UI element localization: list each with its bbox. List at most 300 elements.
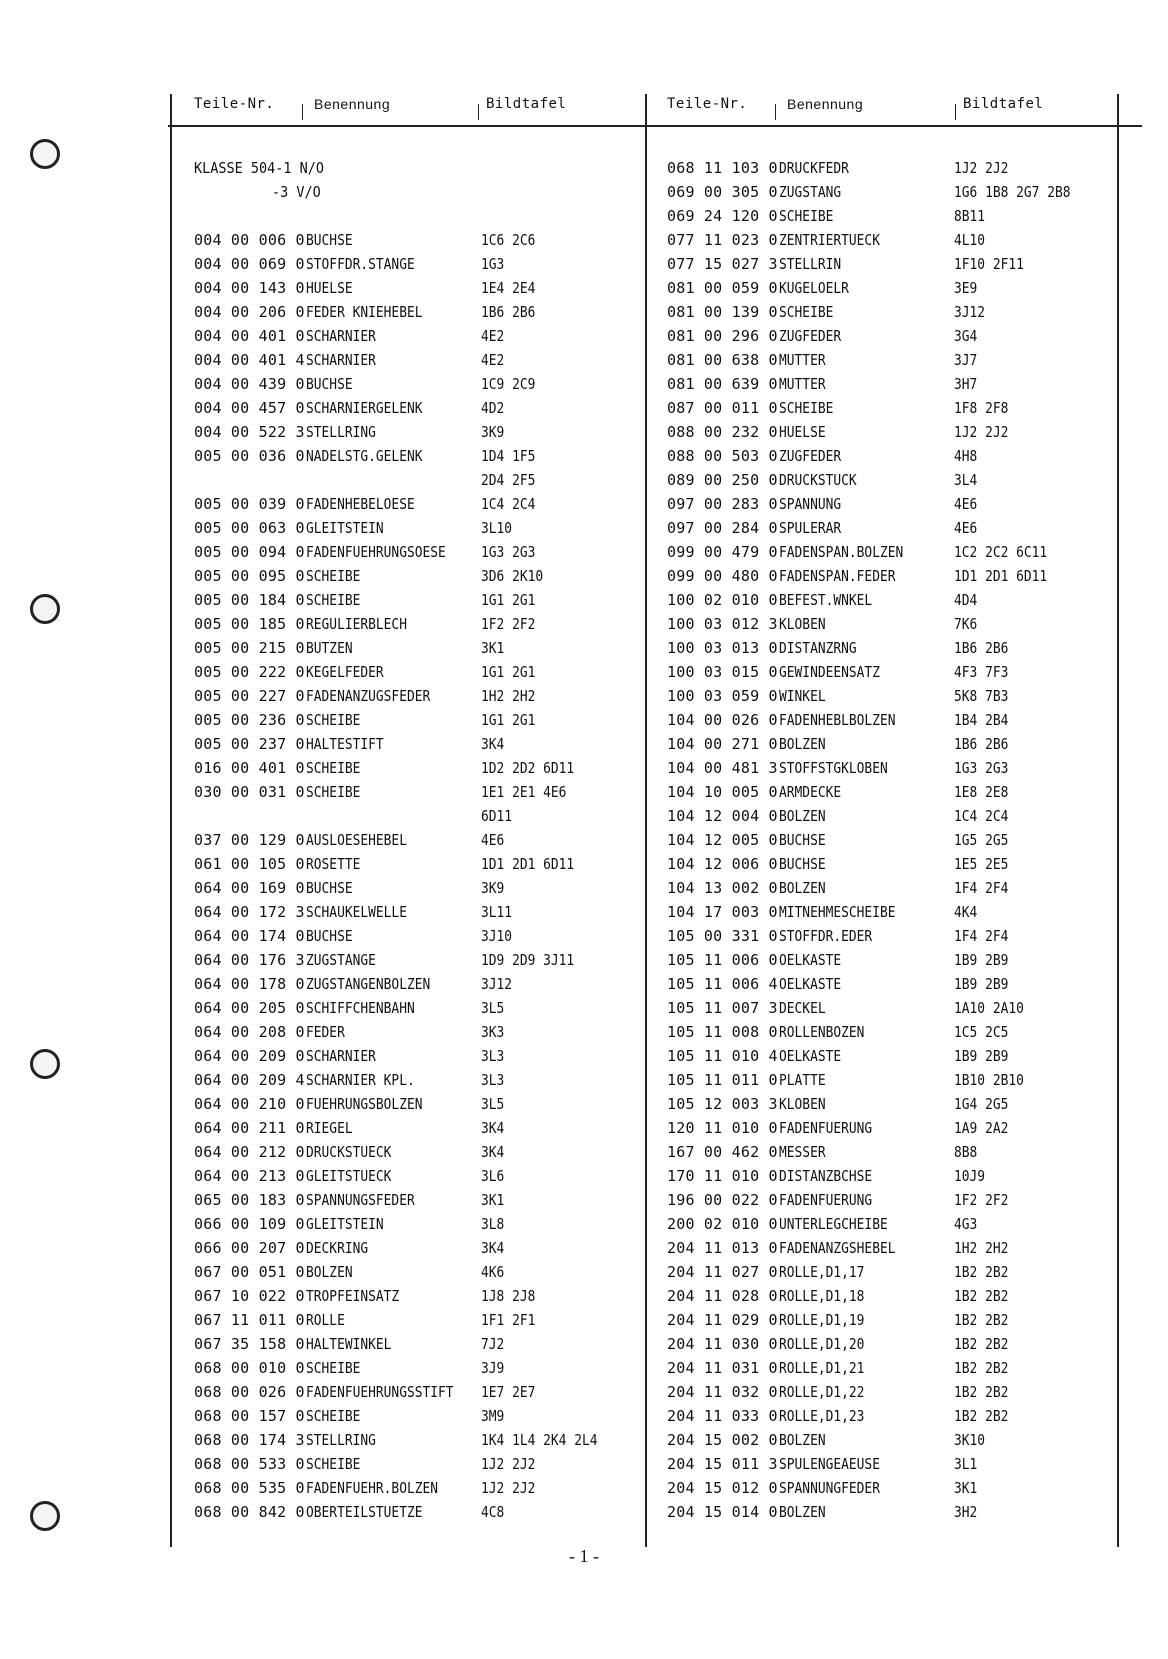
table-row <box>194 804 671 828</box>
table-row <box>194 300 671 324</box>
part-number: 104 12 006 0 <box>667 855 778 873</box>
part-name: SPANNUNG <box>779 495 842 513</box>
table-row <box>667 732 1144 756</box>
bildtafel-ref: 3E9 <box>954 279 978 297</box>
part-number: 068 00 174 3 <box>194 1431 305 1449</box>
table-row <box>667 228 1144 252</box>
table-row <box>667 1020 1144 1044</box>
table-row <box>667 780 1144 804</box>
part-name: ZUGSTANGENBOLZEN <box>306 975 431 993</box>
table-row <box>194 1284 671 1308</box>
bildtafel-ref: 1G6 1B8 2G7 2B8 <box>954 183 1071 201</box>
part-name: GLEITSTEIN <box>306 519 384 537</box>
table-row <box>667 948 1144 972</box>
part-name: SCHEIBE <box>306 1455 361 1473</box>
part-number: 081 00 059 0 <box>667 279 778 297</box>
part-name: BUCHSE <box>306 231 353 249</box>
table-row <box>667 180 1144 204</box>
table-row <box>667 684 1144 708</box>
part-name: ROSETTE <box>306 855 361 873</box>
bildtafel-ref: 3H2 <box>954 1503 978 1521</box>
bildtafel-ref: 4E2 <box>481 351 505 369</box>
part-number: 104 00 481 3 <box>667 759 778 777</box>
part-name: SCHEIBE <box>306 591 361 609</box>
bildtafel-ref: 1B10 2B10 <box>954 1071 1024 1089</box>
table-row <box>667 324 1144 348</box>
header-left-bildtafel: Bildtafel <box>486 96 567 112</box>
table-row <box>667 492 1144 516</box>
part-number: 100 03 013 0 <box>667 639 778 657</box>
part-name: BUTZEN <box>306 639 353 657</box>
part-name: KLOBEN <box>779 615 826 633</box>
part-number: 064 00 213 0 <box>194 1167 305 1185</box>
table-row <box>194 1068 671 1092</box>
part-number: 104 00 026 0 <box>667 711 778 729</box>
bildtafel-ref: 1F1 2F1 <box>481 1311 536 1329</box>
part-name: FADENSPAN.FEDER <box>779 567 896 585</box>
part-number: 005 00 039 0 <box>194 495 305 513</box>
part-name: MESSER <box>779 1143 826 1161</box>
table-row <box>667 156 1144 180</box>
table-row <box>194 636 671 660</box>
table-row <box>667 1380 1144 1404</box>
part-number: 016 00 401 0 <box>194 759 305 777</box>
bildtafel-ref: 3M9 <box>481 1407 505 1425</box>
table-row <box>667 660 1144 684</box>
part-number: 069 00 305 0 <box>667 183 778 201</box>
table-row <box>667 204 1144 228</box>
part-name: HUELSE <box>779 423 826 441</box>
part-name: HALTEWINKEL <box>306 1335 392 1353</box>
bildtafel-ref: 1J2 2J2 <box>954 159 1009 177</box>
part-number: 081 00 296 0 <box>667 327 778 345</box>
table-row <box>667 396 1144 420</box>
bildtafel-ref: 1G5 2G5 <box>954 831 1009 849</box>
header-separator <box>955 104 956 120</box>
bildtafel-ref: 1C6 2C6 <box>481 231 536 249</box>
bildtafel-ref: 1F10 2F11 <box>954 255 1024 273</box>
table-row <box>194 1476 671 1500</box>
bildtafel-ref: 1B6 2B6 <box>954 639 1009 657</box>
part-name: BOLZEN <box>779 735 826 753</box>
klasse-line-1 <box>194 156 671 180</box>
bildtafel-ref: 3D6 2K10 <box>481 567 544 585</box>
part-name: SCHIFFCHENBAHN <box>306 999 415 1017</box>
table-row <box>667 372 1144 396</box>
bildtafel-ref: 1B2 2B2 <box>954 1383 1009 1401</box>
bildtafel-ref: 1C4 2C4 <box>481 495 536 513</box>
table-row <box>194 852 671 876</box>
part-number: 064 00 178 0 <box>194 975 305 993</box>
part-name: BUCHSE <box>779 855 826 873</box>
part-number: 204 15 014 0 <box>667 1503 778 1521</box>
part-name: FADENFUEHRUNGSSTIFT <box>306 1383 454 1401</box>
bildtafel-ref: 3J10 <box>481 927 513 945</box>
part-number: 030 00 031 0 <box>194 783 305 801</box>
table-row <box>667 468 1144 492</box>
part-name: KUGELOELR <box>779 279 849 297</box>
part-name: NADELSTG.GELENK <box>306 447 423 465</box>
part-number: 105 11 008 0 <box>667 1023 778 1041</box>
table-row <box>194 276 671 300</box>
left-border <box>170 94 172 1547</box>
bildtafel-ref: 3K1 <box>954 1479 978 1497</box>
table-row <box>667 1140 1144 1164</box>
part-number: 005 00 237 0 <box>194 735 305 753</box>
bildtafel-ref: 1D4 1F5 <box>481 447 536 465</box>
table-row <box>667 804 1144 828</box>
bildtafel-ref: 3K9 <box>481 423 505 441</box>
right-parts-column <box>667 156 1144 1524</box>
part-number: 204 11 027 0 <box>667 1263 778 1281</box>
part-name: STELLRING <box>306 423 376 441</box>
bildtafel-ref: 3K4 <box>481 735 505 753</box>
table-row <box>194 780 671 804</box>
part-name: MITNEHMESCHEIBE <box>779 903 896 921</box>
bildtafel-ref: 1A10 2A10 <box>954 999 1024 1017</box>
bildtafel-ref: 1A9 2A2 <box>954 1119 1009 1137</box>
part-name: OELKASTE <box>779 951 842 969</box>
header-left-teile-nr: Teile-Nr. <box>194 96 275 112</box>
table-row <box>194 228 671 252</box>
part-number: 204 11 032 0 <box>667 1383 778 1401</box>
bildtafel-ref: 3L5 <box>481 1095 505 1113</box>
part-number: 170 11 010 0 <box>667 1167 778 1185</box>
bildtafel-ref: 3L1 <box>954 1455 978 1473</box>
table-row <box>667 1428 1144 1452</box>
bildtafel-ref: 1E4 2E4 <box>481 279 536 297</box>
table-row <box>194 1092 671 1116</box>
part-name: SCHARNIER <box>306 1047 376 1065</box>
part-number: 005 00 236 0 <box>194 711 305 729</box>
part-number: 077 15 027 3 <box>667 255 778 273</box>
table-row <box>667 1116 1144 1140</box>
part-number: 064 00 205 0 <box>194 999 305 1017</box>
table-row <box>194 1212 671 1236</box>
header-separator <box>775 104 776 120</box>
table-row <box>667 900 1144 924</box>
bildtafel-ref: 1B2 2B2 <box>954 1311 1009 1329</box>
part-name: ROLLE,D1,22 <box>779 1383 865 1401</box>
bildtafel-ref: 7K6 <box>954 615 978 633</box>
bildtafel-ref: 3L3 <box>481 1047 505 1065</box>
bildtafel-ref: 1C5 2C5 <box>954 1023 1009 1041</box>
part-number: 004 00 401 4 <box>194 351 305 369</box>
part-number: 067 11 011 0 <box>194 1311 305 1329</box>
bildtafel-ref: 1J2 2J2 <box>954 423 1009 441</box>
bildtafel-ref: 1B6 2B6 <box>954 735 1009 753</box>
part-name: GEWINDEENSATZ <box>779 663 880 681</box>
bildtafel-ref: 3L5 <box>481 999 505 1017</box>
bildtafel-ref: 3J12 <box>954 303 986 321</box>
table-row <box>667 1332 1144 1356</box>
spacer-row <box>194 204 671 228</box>
table-row <box>194 1308 671 1332</box>
bildtafel-ref: 7J2 <box>481 1335 505 1353</box>
bildtafel-ref: 3J9 <box>481 1359 505 1377</box>
table-row <box>194 324 671 348</box>
bildtafel-ref: 1B9 2B9 <box>954 951 1009 969</box>
part-name: ARMDECKE <box>779 783 842 801</box>
table-row <box>667 540 1144 564</box>
table-row <box>667 252 1144 276</box>
table-row <box>194 516 671 540</box>
table-row <box>667 348 1144 372</box>
part-number: 064 00 172 3 <box>194 903 305 921</box>
part-name: ZENTRIERTUECK <box>779 231 880 249</box>
table-row <box>667 1500 1144 1524</box>
bildtafel-ref: 1B2 2B2 <box>954 1287 1009 1305</box>
table-row <box>667 588 1144 612</box>
part-number: 005 00 222 0 <box>194 663 305 681</box>
part-number: 088 00 232 0 <box>667 423 778 441</box>
table-row <box>194 1380 671 1404</box>
table-row <box>194 348 671 372</box>
part-name: SCHARNIER <box>306 351 376 369</box>
part-number: 064 00 208 0 <box>194 1023 305 1041</box>
bildtafel-ref: 3L11 <box>481 903 513 921</box>
table-row <box>194 708 671 732</box>
part-name: DECKRING <box>306 1239 369 1257</box>
part-number: 099 00 479 0 <box>667 543 778 561</box>
table-row <box>667 1476 1144 1500</box>
part-number: 204 11 031 0 <box>667 1359 778 1377</box>
table-row <box>667 1212 1144 1236</box>
part-number: 204 11 028 0 <box>667 1287 778 1305</box>
part-number: 100 03 015 0 <box>667 663 778 681</box>
part-name: STOFFDR.STANGE <box>306 255 415 273</box>
part-name: GLEITSTEIN <box>306 1215 384 1233</box>
bildtafel-ref: 1D2 2D2 6D11 <box>481 759 575 777</box>
bildtafel-ref: 1J8 2J8 <box>481 1287 536 1305</box>
bildtafel-ref: 4D4 <box>954 591 978 609</box>
part-name: BUCHSE <box>779 831 826 849</box>
part-number: 100 03 059 0 <box>667 687 778 705</box>
part-number: 005 00 094 0 <box>194 543 305 561</box>
table-row <box>667 564 1144 588</box>
klasse-variant: -3 V/O <box>272 183 321 201</box>
part-name: FADENSPAN.BOLZEN <box>779 543 904 561</box>
table-row <box>194 1356 671 1380</box>
header-right-teile-nr: Teile-Nr. <box>667 96 748 112</box>
bildtafel-ref: 1F2 2F2 <box>481 615 536 633</box>
part-name: SPANNUNGFEDER <box>779 1479 880 1497</box>
table-row <box>667 636 1144 660</box>
bildtafel-ref: 1G3 2G3 <box>481 543 536 561</box>
table-row <box>667 1404 1144 1428</box>
bildtafel-ref: 3K1 <box>481 1191 505 1209</box>
table-row <box>194 1044 671 1068</box>
bildtafel-ref: 4E6 <box>954 519 978 537</box>
part-number: 064 00 210 0 <box>194 1095 305 1113</box>
part-name: STELLRIN <box>779 255 842 273</box>
part-name: DRUCKFEDR <box>779 159 849 177</box>
part-number: 099 00 480 0 <box>667 567 778 585</box>
part-name: BOLZEN <box>779 807 826 825</box>
bildtafel-ref: 3L3 <box>481 1071 505 1089</box>
table-row <box>667 420 1144 444</box>
part-name: GLEITSTUECK <box>306 1167 392 1185</box>
part-name: BOLZEN <box>779 1503 826 1521</box>
part-number: 005 00 095 0 <box>194 567 305 585</box>
table-row <box>194 1260 671 1284</box>
part-name: SCHEIBE <box>306 759 361 777</box>
bildtafel-ref: 1F4 2F4 <box>954 879 1009 897</box>
part-name: BUCHSE <box>306 879 353 897</box>
part-number: 066 00 109 0 <box>194 1215 305 1233</box>
part-name: FADENHEBELOESE <box>306 495 415 513</box>
table-row <box>194 1236 671 1260</box>
part-number: 064 00 212 0 <box>194 1143 305 1161</box>
bildtafel-ref: 1J2 2J2 <box>481 1455 536 1473</box>
part-name: ROLLE <box>306 1311 345 1329</box>
bildtafel-ref: 1F8 2F8 <box>954 399 1009 417</box>
bildtafel-ref: 3K4 <box>481 1239 505 1257</box>
part-name: KEGELFEDER <box>306 663 384 681</box>
part-number: 104 10 005 0 <box>667 783 778 801</box>
part-number: 105 11 006 4 <box>667 975 778 993</box>
part-name: FADENFUEHRUNGSOESE <box>306 543 446 561</box>
part-name: SCHEIBE <box>306 1407 361 1425</box>
part-name: FEDER KNIEHEBEL <box>306 303 423 321</box>
bildtafel-ref: 4D2 <box>481 399 505 417</box>
part-name: ROLLE,D1,21 <box>779 1359 865 1377</box>
part-name: OELKASTE <box>779 975 842 993</box>
part-number: 068 00 026 0 <box>194 1383 305 1401</box>
part-number: 105 12 003 3 <box>667 1095 778 1113</box>
table-row <box>194 1164 671 1188</box>
bildtafel-ref: 1C4 2C4 <box>954 807 1009 825</box>
table-row <box>667 1452 1144 1476</box>
bildtafel-ref: 4K6 <box>481 1263 505 1281</box>
part-name: KLOBEN <box>779 1095 826 1113</box>
table-row <box>194 660 671 684</box>
table-row <box>194 540 671 564</box>
header-right-bildtafel: Bildtafel <box>963 96 1044 112</box>
table-row <box>194 1116 671 1140</box>
header-left-benennung: Benennung <box>314 96 391 112</box>
bildtafel-ref: 1C9 2C9 <box>481 375 536 393</box>
part-name: MUTTER <box>779 351 826 369</box>
part-number: 196 00 022 0 <box>667 1191 778 1209</box>
part-number: 004 00 069 0 <box>194 255 305 273</box>
bildtafel-ref: 1G1 2G1 <box>481 663 536 681</box>
table-row <box>667 300 1144 324</box>
table-row <box>194 1428 671 1452</box>
part-name: SCHEIBE <box>306 567 361 585</box>
part-name: DRUCKSTUECK <box>306 1143 392 1161</box>
bildtafel-ref: 1B9 2B9 <box>954 1047 1009 1065</box>
part-number: 097 00 284 0 <box>667 519 778 537</box>
bildtafel-ref: 1B2 2B2 <box>954 1335 1009 1353</box>
table-row <box>194 1020 671 1044</box>
part-number: 037 00 129 0 <box>194 831 305 849</box>
table-row <box>667 828 1144 852</box>
punch-hole <box>30 594 60 624</box>
part-name: BUCHSE <box>306 375 353 393</box>
part-name: DRUCKSTUCK <box>779 471 857 489</box>
part-name: ZUGFEDER <box>779 327 842 345</box>
bildtafel-ref: 1E5 2E5 <box>954 855 1009 873</box>
part-name: FADENFUEHR.BOLZEN <box>306 1479 439 1497</box>
bildtafel-ref: 1G1 2G1 <box>481 711 536 729</box>
table-row <box>194 588 671 612</box>
bildtafel-ref: 3L4 <box>954 471 978 489</box>
table-row <box>194 996 671 1020</box>
part-name: FADENFUERUNG <box>779 1119 873 1137</box>
bildtafel-ref: 1B2 2B2 <box>954 1359 1009 1377</box>
header-separator <box>302 104 303 120</box>
part-name: SCHEIBE <box>306 783 361 801</box>
table-row <box>667 1164 1144 1188</box>
part-number: 200 02 010 0 <box>667 1215 778 1233</box>
part-name: FADENANZUGSFEDER <box>306 687 431 705</box>
part-number: 204 11 030 0 <box>667 1335 778 1353</box>
part-number: 004 00 522 3 <box>194 423 305 441</box>
table-row <box>667 444 1144 468</box>
table-row <box>194 756 671 780</box>
part-number: 004 00 206 0 <box>194 303 305 321</box>
part-number: 004 00 457 0 <box>194 399 305 417</box>
punch-hole <box>30 1501 60 1531</box>
table-row <box>667 1284 1144 1308</box>
bildtafel-ref: 1G1 2G1 <box>481 591 536 609</box>
table-row <box>194 1500 671 1524</box>
part-name: SCHEIBE <box>779 399 834 417</box>
table-row <box>667 1236 1144 1260</box>
bildtafel-ref: 1E7 2E7 <box>481 1383 536 1401</box>
part-name: ROLLE,D1,17 <box>779 1263 865 1281</box>
table-row <box>667 1356 1144 1380</box>
part-number: 067 10 022 0 <box>194 1287 305 1305</box>
part-number: 066 00 207 0 <box>194 1239 305 1257</box>
bildtafel-ref: 3L6 <box>481 1167 505 1185</box>
part-number: 077 11 023 0 <box>667 231 778 249</box>
bildtafel-ref: 4F3 7F3 <box>954 663 1009 681</box>
part-number: 081 00 139 0 <box>667 303 778 321</box>
part-name: STOFFSTGKLOBEN <box>779 759 888 777</box>
bildtafel-ref: 3K9 <box>481 879 505 897</box>
table-row <box>667 1260 1144 1284</box>
part-name: SPULENGEAEUSE <box>779 1455 880 1473</box>
bildtafel-ref: 3J12 <box>481 975 513 993</box>
part-number: 005 00 063 0 <box>194 519 305 537</box>
part-number: 064 00 169 0 <box>194 879 305 897</box>
table-row <box>667 852 1144 876</box>
part-number: 097 00 283 0 <box>667 495 778 513</box>
table-row <box>194 252 671 276</box>
part-name: WINKEL <box>779 687 826 705</box>
table-row <box>194 900 671 924</box>
part-name: BEFEST.WNKEL <box>779 591 873 609</box>
left-parts-column <box>194 156 671 1524</box>
part-number: 100 02 010 0 <box>667 591 778 609</box>
part-name: RIEGEL <box>306 1119 353 1137</box>
part-name: SCHARNIER KPL. <box>306 1071 415 1089</box>
bildtafel-ref: 3K3 <box>481 1023 505 1041</box>
part-name: UNTERLEGCHEIBE <box>779 1215 888 1233</box>
part-number: 204 15 002 0 <box>667 1431 778 1449</box>
part-name: SCHEIBE <box>306 1359 361 1377</box>
part-number: 167 00 462 0 <box>667 1143 778 1161</box>
part-number: 088 00 503 0 <box>667 447 778 465</box>
bildtafel-ref: 8B11 <box>954 207 986 225</box>
punch-hole <box>30 1049 60 1079</box>
bildtafel-ref: 1G4 2G5 <box>954 1095 1009 1113</box>
bildtafel-ref: 1D1 2D1 6D11 <box>954 567 1048 585</box>
header-rule <box>168 125 1142 127</box>
part-name: ZUGSTANG <box>779 183 842 201</box>
